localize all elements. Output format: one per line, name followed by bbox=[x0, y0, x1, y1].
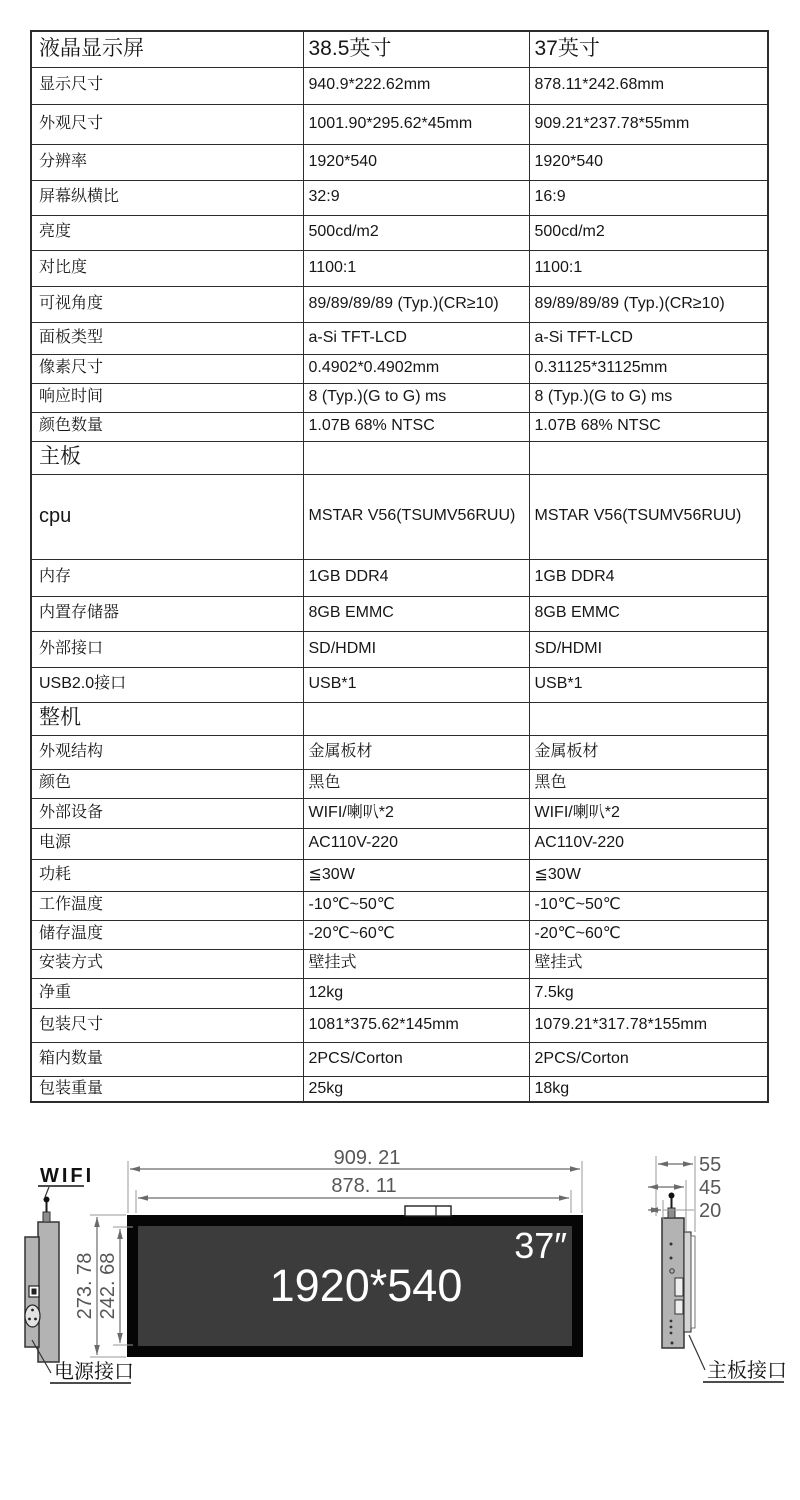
spec-value-cell bbox=[303, 702, 529, 735]
spec-label-cell: cpu bbox=[31, 474, 303, 559]
spec-label-cell: 内置存储器 bbox=[31, 596, 303, 631]
antenna-tip-right bbox=[669, 1193, 675, 1199]
table-row bbox=[31, 798, 768, 828]
spec-value-cell bbox=[303, 441, 529, 474]
spec-label-cell: 像素尺寸 bbox=[31, 354, 303, 383]
spec-label-cell: 安装方式 bbox=[31, 949, 303, 978]
table-row bbox=[31, 828, 768, 859]
spec-value-cell: 18kg bbox=[529, 1076, 768, 1102]
spec-label-cell: 净重 bbox=[31, 978, 303, 1008]
dim-depth-body: 45 bbox=[699, 1177, 722, 1199]
table-row bbox=[31, 250, 768, 286]
spec-value-cell: 0.4902*0.4902mm bbox=[303, 354, 529, 383]
spec-label-cell: 液晶显示屏 bbox=[31, 31, 303, 67]
table-row bbox=[31, 441, 768, 474]
spec-value-cell: 1920*540 bbox=[303, 144, 529, 180]
spec-label-cell: 响应时间 bbox=[31, 383, 303, 412]
screen-resolution-label: 1920*540 bbox=[269, 1260, 463, 1311]
spec-label-cell: 对比度 bbox=[31, 250, 303, 286]
spec-value-cell: 黑色 bbox=[529, 769, 768, 798]
spec-value-cell: 2PCS/Corton bbox=[303, 1042, 529, 1076]
table-row bbox=[31, 702, 768, 735]
spec-value-cell: 909.21*237.78*55mm bbox=[529, 104, 768, 144]
spec-value-cell: 1GB DDR4 bbox=[529, 559, 768, 596]
spec-label-cell: 箱内数量 bbox=[31, 1042, 303, 1076]
spec-label-cell: 亮度 bbox=[31, 215, 303, 250]
power-switch-key bbox=[32, 1289, 37, 1295]
spec-label-cell: 外观结构 bbox=[31, 735, 303, 769]
spec-label-cell: 包装重量 bbox=[31, 1076, 303, 1102]
wifi-antenna-base bbox=[43, 1212, 50, 1222]
table-row bbox=[31, 412, 768, 441]
spec-value-cell: 8GB EMMC bbox=[529, 596, 768, 631]
dim-outer-height: 273. 78 bbox=[74, 1252, 96, 1320]
table-row bbox=[31, 215, 768, 250]
spec-label-cell: 功耗 bbox=[31, 859, 303, 891]
spec-value-cell: 16:9 bbox=[529, 180, 768, 215]
spec-value-cell: 8 (Typ.)(G to G) ms bbox=[303, 383, 529, 412]
spec-value-cell: 38.5英寸 bbox=[303, 31, 529, 67]
board-leader bbox=[689, 1335, 705, 1370]
spec-value-cell bbox=[529, 441, 768, 474]
spec-value-cell: 89/89/89/89 (Typ.)(CR≥10) bbox=[303, 286, 529, 322]
spec-value-cell: 金属板材 bbox=[529, 735, 768, 769]
spec-value-cell: 500cd/m2 bbox=[303, 215, 529, 250]
spec-label-cell: 外部接口 bbox=[31, 631, 303, 667]
side-left-panel bbox=[38, 1222, 59, 1362]
spec-value-cell: ≦30W bbox=[303, 859, 529, 891]
board-strip bbox=[684, 1232, 691, 1332]
spec-value-cell: AC110V-220 bbox=[303, 828, 529, 859]
spec-label-cell: 电源 bbox=[31, 828, 303, 859]
spec-value-cell: 1GB DDR4 bbox=[303, 559, 529, 596]
spec-value-cell: MSTAR V56(TSUMV56RUU) bbox=[303, 474, 529, 559]
table-row bbox=[31, 144, 768, 180]
dim-depth-total: 55 bbox=[699, 1154, 722, 1176]
table-row bbox=[31, 631, 768, 667]
front-view bbox=[127, 1206, 583, 1357]
table-row bbox=[31, 920, 768, 949]
spec-value-cell: 89/89/89/89 (Typ.)(CR≥10) bbox=[529, 286, 768, 322]
dim-outer-width: 909. 21 bbox=[333, 1147, 401, 1169]
dimension-diagram bbox=[0, 1140, 800, 1440]
spec-label-cell: 颜色数量 bbox=[31, 412, 303, 441]
spec-label-cell: 工作温度 bbox=[31, 891, 303, 920]
spec-value-cell: 1.07B 68% NTSC bbox=[529, 412, 768, 441]
dimension-lines-left bbox=[74, 1215, 133, 1357]
dim-inner-width: 878. 11 bbox=[331, 1175, 397, 1197]
table-row bbox=[31, 949, 768, 978]
spec-value-cell: 500cd/m2 bbox=[529, 215, 768, 250]
power-port-label: 电源接口 bbox=[54, 1361, 134, 1383]
table-row bbox=[31, 67, 768, 104]
spec-value-cell: 8 (Typ.)(G to G) ms bbox=[529, 383, 768, 412]
table-row bbox=[31, 891, 768, 920]
spec-value-cell: -10℃~50℃ bbox=[529, 891, 768, 920]
spec-value-cell: SD/HDMI bbox=[303, 631, 529, 667]
table-row bbox=[31, 180, 768, 215]
wifi-antenna-tip bbox=[44, 1197, 50, 1203]
table-row bbox=[31, 596, 768, 631]
table-row bbox=[31, 31, 768, 67]
dim-inner-height: 242. 68 bbox=[97, 1252, 119, 1320]
spec-value-cell: 0.31125*31125mm bbox=[529, 354, 768, 383]
spec-value-cell: -20℃~60℃ bbox=[303, 920, 529, 949]
spec-value-cell: -20℃~60℃ bbox=[529, 920, 768, 949]
spec-value-cell: WIFI/喇叭*2 bbox=[529, 798, 768, 828]
spec-label-cell: 内存 bbox=[31, 559, 303, 596]
board-port-label: 主板接口 bbox=[707, 1360, 787, 1382]
table-row bbox=[31, 667, 768, 702]
spec-label-cell: 屏幕纵横比 bbox=[31, 180, 303, 215]
spec-value-cell: 878.11*242.68mm bbox=[529, 67, 768, 104]
spec-value-cell: a-Si TFT-LCD bbox=[303, 322, 529, 354]
spec-value-cell: 黑色 bbox=[303, 769, 529, 798]
spec-value-cell bbox=[529, 702, 768, 735]
spec-label-cell: 面板类型 bbox=[31, 322, 303, 354]
table-row bbox=[31, 1008, 768, 1042]
spec-value-cell: ≦30W bbox=[529, 859, 768, 891]
spec-label-cell: USB2.0接口 bbox=[31, 667, 303, 702]
spec-value-cell: 25kg bbox=[303, 1076, 529, 1102]
spec-value-cell: a-Si TFT-LCD bbox=[529, 322, 768, 354]
wifi-leader bbox=[45, 1187, 49, 1197]
table-row bbox=[31, 383, 768, 412]
spec-label-cell: 包装尺寸 bbox=[31, 1008, 303, 1042]
spec-value-cell: 1081*375.62*145mm bbox=[303, 1008, 529, 1042]
table-row bbox=[31, 769, 768, 798]
spec-value-cell: 32:9 bbox=[303, 180, 529, 215]
dim-depth-panel: 20 bbox=[699, 1200, 722, 1222]
spec-value-cell: 1100:1 bbox=[529, 250, 768, 286]
mount-bracket bbox=[405, 1206, 451, 1216]
table-row bbox=[31, 559, 768, 596]
spec-label-cell: 显示尺寸 bbox=[31, 67, 303, 104]
spec-label-cell: 可视角度 bbox=[31, 286, 303, 322]
spec-value-cell: WIFI/喇叭*2 bbox=[303, 798, 529, 828]
dimension-lines-top bbox=[128, 1147, 582, 1213]
table-row bbox=[31, 859, 768, 891]
table-row bbox=[31, 1076, 768, 1102]
table-row bbox=[31, 354, 768, 383]
spec-value-cell: -10℃~50℃ bbox=[303, 891, 529, 920]
spec-value-cell: 37英寸 bbox=[529, 31, 768, 67]
spec-value-cell: 940.9*222.62mm bbox=[303, 67, 529, 104]
spec-table bbox=[30, 30, 769, 1103]
spec-value-cell: 金属板材 bbox=[303, 735, 529, 769]
spec-value-cell: MSTAR V56(TSUMV56RUU) bbox=[529, 474, 768, 559]
table-row bbox=[31, 978, 768, 1008]
spec-value-cell: 1.07B 68% NTSC bbox=[303, 412, 529, 441]
spec-value-cell: SD/HDMI bbox=[529, 631, 768, 667]
spec-value-cell: 1001.90*295.62*45mm bbox=[303, 104, 529, 144]
table-row bbox=[31, 322, 768, 354]
spec-value-cell: 壁挂式 bbox=[529, 949, 768, 978]
spec-value-cell: 8GB EMMC bbox=[303, 596, 529, 631]
spec-value-cell: 1920*540 bbox=[529, 144, 768, 180]
spec-value-cell: 1100:1 bbox=[303, 250, 529, 286]
spec-label-cell: 储存温度 bbox=[31, 920, 303, 949]
table-row bbox=[31, 104, 768, 144]
spec-value-cell: 7.5kg bbox=[529, 978, 768, 1008]
board-strip-outer bbox=[691, 1236, 695, 1328]
spec-label-cell: 整机 bbox=[31, 702, 303, 735]
spec-value-cell: USB*1 bbox=[303, 667, 529, 702]
spec-value-cell: AC110V-220 bbox=[529, 828, 768, 859]
spec-value-cell: 壁挂式 bbox=[303, 949, 529, 978]
spec-value-cell: 12kg bbox=[303, 978, 529, 1008]
screen-size-label: 37″ bbox=[514, 1225, 567, 1266]
power-socket bbox=[25, 1305, 40, 1327]
spec-label-cell: 外部设备 bbox=[31, 798, 303, 828]
spec-table-body bbox=[31, 31, 768, 1102]
spec-label-cell: 外观尺寸 bbox=[31, 104, 303, 144]
spec-value-cell: 2PCS/Corton bbox=[529, 1042, 768, 1076]
wifi-label: WIFI bbox=[40, 1165, 95, 1187]
table-row bbox=[31, 286, 768, 322]
table-row bbox=[31, 1042, 768, 1076]
spec-value-cell: 1079.21*317.78*155mm bbox=[529, 1008, 768, 1042]
spec-value-cell: USB*1 bbox=[529, 667, 768, 702]
table-row bbox=[31, 735, 768, 769]
spec-label-cell: 颜色 bbox=[31, 769, 303, 798]
side-view-right bbox=[648, 1154, 787, 1382]
table-row bbox=[31, 474, 768, 559]
spec-label-cell: 分辨率 bbox=[31, 144, 303, 180]
spec-label-cell: 主板 bbox=[31, 441, 303, 474]
